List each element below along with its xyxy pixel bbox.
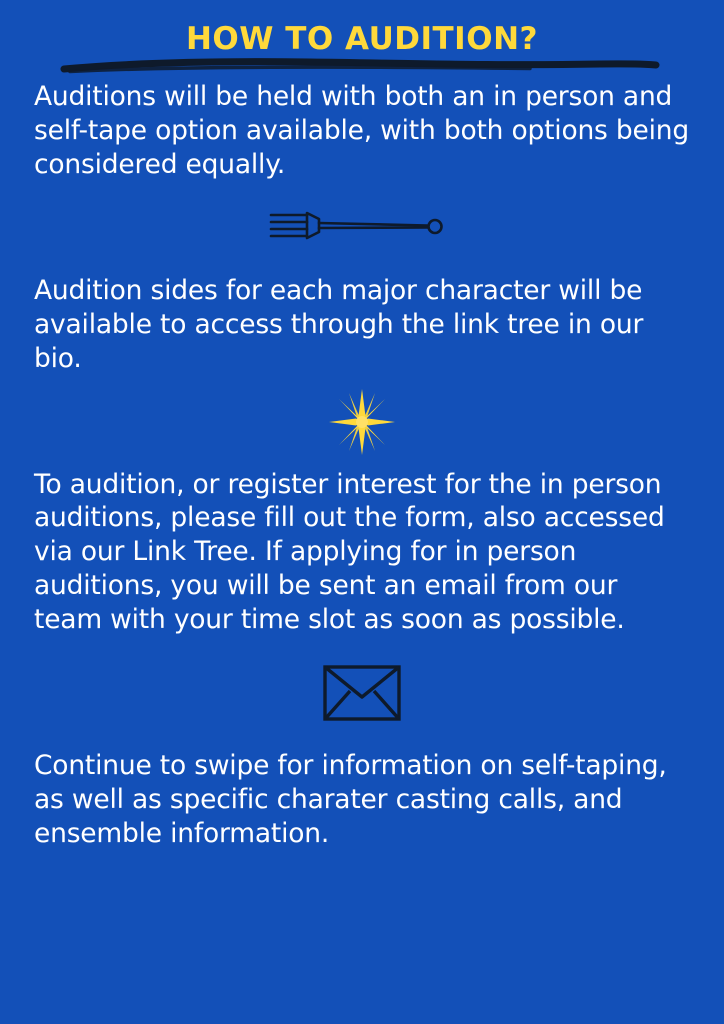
paragraph-audition-sides: Audition sides for each major character will be available to access through the link tree in our bio. <box>34 274 644 374</box>
title-underline <box>34 60 690 76</box>
paragraph-continue-swipe: Continue to swipe for information on self-taping, as well as specific charater casting calls, and ensemble information. <box>34 750 667 849</box>
envelope-icon <box>322 664 402 722</box>
divider-fork <box>34 182 690 274</box>
divider-envelope <box>34 637 690 749</box>
sparkle-icon <box>327 387 397 457</box>
fork-icon <box>267 208 457 248</box>
paragraph-auditions-format: Auditions will be held with both an in person and self-tape option available, with both options being considered equally. <box>34 81 689 180</box>
divider-sparkle <box>34 376 690 468</box>
page-title: HOW TO AUDITION? <box>185 21 538 57</box>
paragraph-how-to-apply: To audition, or register interest for the in person auditions, please fill out the form, also accessed via our Link Tree. If applying for in person auditions, you will be sent an email from our team with your time slot as soon as possible. <box>34 468 665 636</box>
